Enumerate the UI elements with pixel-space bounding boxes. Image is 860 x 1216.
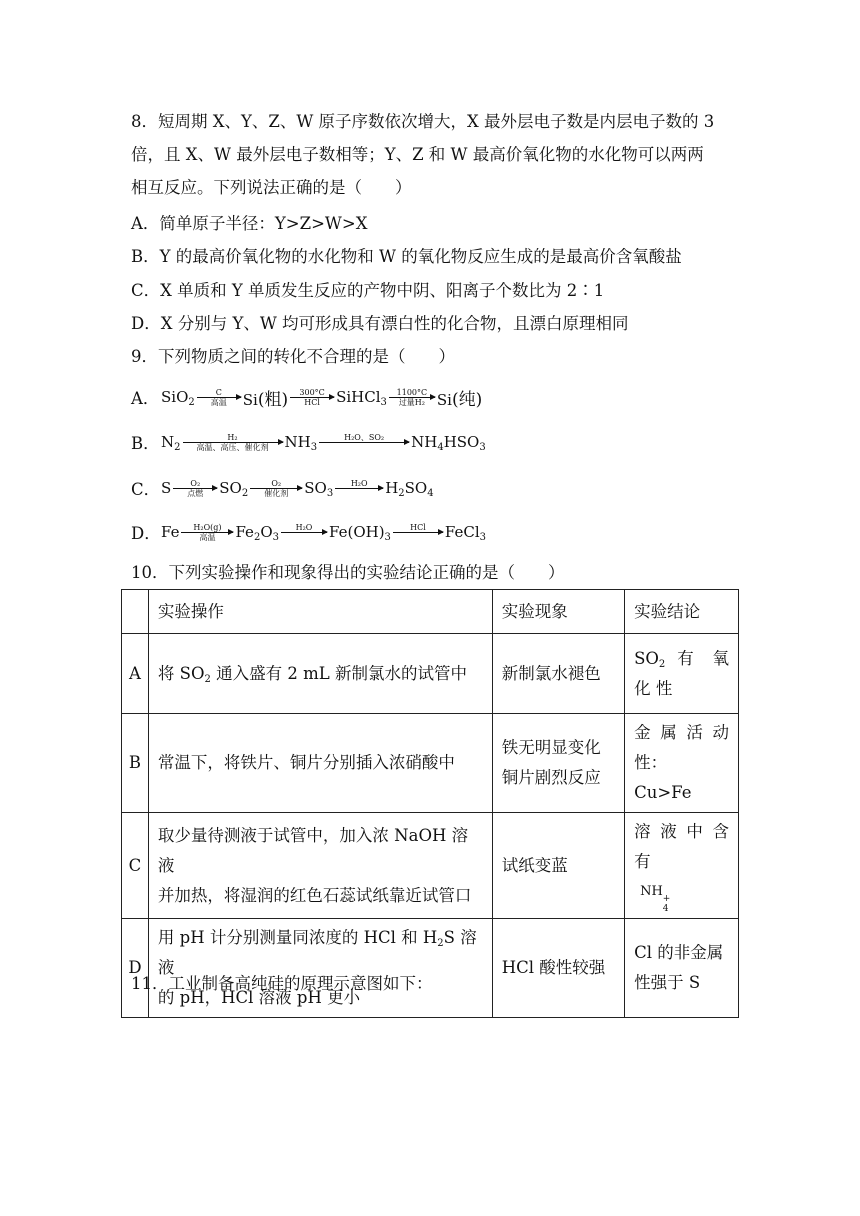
conclusion-cell: Cl 的非金属 性强于 S — [625, 919, 739, 1018]
option-label: B． — [131, 434, 160, 453]
q8-stem-line3: 相互反应。下列说法正确的是（ ） — [131, 178, 412, 197]
species: S — [161, 479, 172, 497]
species: $NH_3$ — [284, 433, 318, 453]
phenomenon-cell: 铁无明显变化 铜片剧烈反应 — [492, 714, 624, 813]
reaction-arrow: H₂O — [335, 479, 383, 498]
reaction-arrow: 300°C HCl — [290, 388, 334, 407]
species: $N_2$ — [161, 433, 181, 453]
species: $SO_3$ — [304, 479, 334, 499]
table-row — [122, 714, 739, 813]
option-label: D． — [131, 524, 161, 543]
reaction-arrow: O₂ 点燃 — [173, 479, 217, 498]
table-row — [122, 813, 739, 919]
q9-option-b — [131, 427, 486, 457]
q8-stem-line2: 倍，且 X、W 最外层电子数相等；Y、Z 和 W 最高价氧化物的水化物可以两两 — [131, 145, 704, 164]
reaction-arrow: HCl — [393, 523, 443, 542]
species: SiHCl$_3$ — [336, 388, 387, 408]
species: Si(纯) — [436, 389, 483, 410]
q8-option-b: B．Y 的最高价氧化物的水化物和 W 的氧化物反应生成的是最高价含氧酸盐 — [131, 247, 682, 266]
species: Si(粗) — [242, 389, 289, 410]
species: $SO_2$ — [219, 479, 249, 499]
q8-option-c: C．X 单质和 Y 单质发生反应的产物中阴、阳离子个数比为 2∶1 — [131, 281, 605, 300]
reaction-arrow: H₂O — [281, 523, 327, 542]
reaction-arrow: C 高温 — [197, 388, 241, 407]
experiment-table — [121, 589, 739, 1018]
q9-option-c — [131, 473, 434, 503]
species: $Fe(OH)_3$ — [329, 523, 391, 543]
species: SiO$_2$ — [161, 388, 195, 408]
q8-option-a: A．简单原子半径：Y>Z>W>X — [131, 214, 368, 233]
q9-stem: 9．下列物质之间的转化不合理的是（ ） — [131, 347, 455, 366]
option-label: A． — [131, 389, 160, 408]
operation-cell: 常温下，将铁片、铜片分别插入浓硝酸中 — [148, 714, 492, 813]
species: $NH_4HSO_3$ — [411, 433, 486, 453]
reaction-arrow: H₂O(g) 高温 — [181, 523, 233, 542]
q8-stem-line1: 8．短周期 X、Y、Z、W 原子序数依次增大，X 最外层电子数是内层电子数的 3 — [131, 112, 715, 131]
header-cell: 实验操作 — [148, 590, 492, 634]
option-label: C． — [131, 480, 161, 499]
reaction-arrow: 1100°C 过量H₂ — [389, 388, 435, 407]
header-cell: 实验结论 — [625, 590, 739, 634]
reaction-arrow: H₂O、SO₂ — [319, 433, 409, 452]
row-id: D — [122, 919, 149, 1018]
phenomenon-cell: 新制氯水褪色 — [492, 634, 624, 714]
table-row — [122, 634, 739, 714]
q9-option-d — [131, 517, 486, 547]
conclusion-cell: $SO_2$ 有 氧 化 性 — [625, 634, 739, 714]
row-id: A — [122, 634, 149, 714]
conclusion-cell: 金属活动性： Cu>Fe — [625, 714, 739, 813]
reaction-arrow: H₂ 高温、高压、催化剂 — [183, 433, 283, 452]
row-id: C — [122, 813, 149, 919]
operation-cell: 将 $SO_2$ 通入盛有 2 mL 新制氯水的试管中 — [148, 634, 492, 714]
species: $Fe_2O_3$ — [235, 523, 279, 543]
table-row — [122, 919, 739, 1018]
reaction-arrow: O₂ 催化剂 — [250, 479, 302, 498]
phenomenon-cell: HCl 酸性较强 — [492, 919, 624, 1018]
species: FeCl$_3$ — [444, 523, 487, 543]
species: Fe — [161, 523, 180, 541]
table-header-row — [122, 590, 739, 634]
phenomenon-cell: 试纸变蓝 — [492, 813, 624, 919]
q11-stem: 11．工业制备高纯硅的原理示意图如下： — [131, 974, 433, 993]
species: $H_2SO_4$ — [385, 479, 434, 499]
header-cell — [122, 590, 149, 634]
q8-option-d: D．X 分别与 Y、W 均可形成具有漂白性的化合物，且漂白原理相同 — [131, 314, 629, 333]
header-cell: 实验现象 — [492, 590, 624, 634]
conclusion-cell: 溶 液 中 含 有 NH + 4 — [625, 813, 739, 919]
row-id: B — [122, 714, 149, 813]
q10-stem: 10．下列实验操作和现象得出的实验结论正确的是（ ） — [131, 563, 565, 582]
operation-cell: 用 pH 计分别测量同浓度的 HCl 和 $H_2S$ 溶液 的 pH，HCl 溶液 pH 更小 — [148, 919, 492, 1018]
q9-option-a — [131, 382, 482, 412]
operation-cell: 取少量待测液于试管中，加入浓 NaOH 溶液 并加热，将湿润的红色石蕊试纸靠近试管口 — [148, 813, 492, 919]
